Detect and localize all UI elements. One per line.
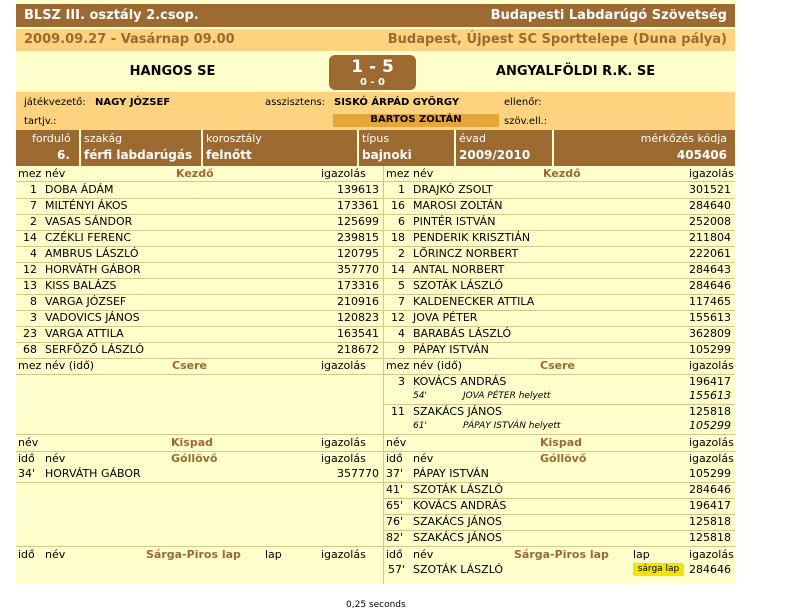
col-header-nev: név: [45, 452, 66, 465]
col-header-nev-ido: név (idő): [413, 359, 463, 372]
shirt-number: 2: [398, 247, 405, 260]
col-header-mez: mez: [18, 359, 42, 372]
col-header-igazolas: igazolás: [321, 167, 366, 180]
col-header-igazolas: igazolás: [689, 436, 734, 449]
scorer-name[interactable]: PÁPAY ISTVÁN: [413, 467, 489, 480]
license-number: 125818: [689, 515, 731, 528]
separator: [79, 130, 81, 166]
home-team-name[interactable]: HANGOS SE: [129, 64, 216, 79]
col-header-igazolas: igazolás: [321, 359, 366, 372]
col-header-nev: név: [386, 436, 407, 449]
shirt-number: 1: [30, 183, 37, 196]
license-number: 125699: [337, 215, 379, 228]
home-starting-title: Kezdő: [176, 167, 214, 180]
license-number: 196417: [689, 375, 731, 388]
scorer-name[interactable]: SZAKÁCS JÁNOS: [413, 515, 502, 528]
match-info-bar: [16, 130, 735, 166]
col-header-ido: idő: [18, 452, 35, 465]
season-value: 2009/2010: [459, 148, 531, 162]
shirt-number: 4: [398, 327, 405, 340]
player-name[interactable]: SZOTÁK LÁSZLÓ: [413, 563, 504, 576]
yellow-card-badge: sárga lap: [633, 563, 684, 576]
date-venue-bar: [16, 29, 735, 51]
col-header-igazolas: igazolás: [321, 452, 366, 465]
match-code-value: 405406: [676, 148, 727, 162]
license-number: 163541: [337, 327, 379, 340]
license-number: 357770: [337, 467, 379, 480]
col-header-lap: lap: [633, 548, 650, 561]
shirt-number: 12: [391, 311, 405, 324]
col-header-ido: idő: [18, 548, 35, 561]
center-divider: [383, 166, 384, 584]
match-datetime: 2009.09.27 - Vasárnap 09.00: [24, 32, 235, 47]
player-name[interactable]: HORVÁTH GÁBOR: [45, 263, 141, 276]
row-divider: [16, 482, 383, 483]
branch-label: szakág: [84, 132, 123, 145]
license-number: 125818: [689, 531, 731, 544]
player-name[interactable]: KALDENECKER ATTILA: [413, 295, 535, 308]
branch-value: férfi labdarúgás: [84, 148, 193, 162]
player-name[interactable]: DRAJKÓ ZSOLT: [413, 183, 493, 196]
type-label: típus: [362, 132, 390, 145]
goal-minute: 41': [386, 483, 404, 496]
season-label: évad: [459, 132, 487, 145]
shirt-number: 7: [398, 295, 405, 308]
player-name[interactable]: JOVA PÉTER: [413, 311, 478, 324]
license-number: 284646: [689, 483, 731, 496]
player-name[interactable]: VASAS SÁNDOR: [45, 215, 133, 228]
player-name[interactable]: VARGA ATTILA: [45, 327, 124, 340]
shirt-number: 3: [398, 375, 405, 388]
license-number: 120823: [337, 311, 379, 324]
shirt-number: 9: [398, 343, 405, 356]
league-title: BLSZ III. osztály 2.csop.: [24, 8, 199, 23]
assistant2-name: BARTOS ZOLTÁN: [333, 114, 499, 127]
sub-minute: 61': [413, 421, 427, 431]
shirt-number: 18: [391, 231, 405, 244]
replaced-license: 105299: [689, 419, 731, 432]
type-value: bajnoki: [362, 148, 412, 162]
player-name[interactable]: PÁPAY ISTVÁN: [413, 343, 489, 356]
col-header-nev: név: [413, 167, 434, 180]
away-subs-title: Csere: [540, 359, 575, 372]
col-header-nev: név: [45, 167, 66, 180]
license-number: 284646: [689, 279, 731, 292]
license-number: 218672: [337, 343, 379, 356]
col-header-mez: mez: [386, 359, 410, 372]
age-value: felnőtt: [206, 148, 252, 162]
license-number: 196417: [689, 499, 731, 512]
row-divider: [16, 374, 383, 375]
license-number: 139613: [337, 183, 379, 196]
shirt-number: 3: [30, 311, 37, 324]
col-header-nev: név: [413, 548, 434, 561]
shirt-number: 2: [30, 215, 37, 228]
license-number: 173361: [337, 199, 379, 212]
license-number: 284643: [689, 263, 731, 276]
age-label: korosztály: [206, 132, 262, 145]
scorer-name[interactable]: HORVÁTH GÁBOR: [45, 467, 141, 480]
col-header-nev: név: [45, 548, 66, 561]
license-number: 125818: [689, 405, 731, 418]
shirt-number: 12: [23, 263, 37, 276]
final-score: 1 - 5: [351, 57, 394, 77]
license-number: 362809: [689, 327, 731, 340]
header-bar: [16, 4, 735, 27]
license-number: 252008: [689, 215, 731, 228]
shirt-number: 14: [391, 263, 405, 276]
player-name[interactable]: CZÉKLI FERENC: [45, 231, 132, 244]
shirt-number: 6: [398, 215, 405, 228]
goal-minute: 34': [18, 467, 36, 480]
separator: [357, 130, 359, 166]
shirt-number: 7: [30, 199, 37, 212]
player-name[interactable]: AMBRUS LÁSZLÓ: [45, 247, 139, 260]
goal-minute: 37': [386, 467, 404, 480]
sub-minute: 54': [413, 391, 427, 401]
shirt-number: 68: [23, 343, 37, 356]
player-name[interactable]: VARGA JÓZSEF: [45, 295, 127, 308]
license-number: 210916: [337, 295, 379, 308]
round-label: forduló: [32, 132, 71, 145]
scorer-name[interactable]: KOVÁCS ANDRÁS: [413, 499, 507, 512]
license-number: 120795: [337, 247, 379, 260]
shirt-number: 11: [391, 405, 405, 418]
reserve-referee-label: tartjv.:: [24, 116, 57, 127]
license-number: 284640: [689, 199, 731, 212]
col-header-nev: név: [413, 452, 434, 465]
col-header-igazolas: igazolás: [321, 548, 366, 561]
player-name[interactable]: ANTAL NORBERT: [413, 263, 505, 276]
player-name[interactable]: MAROSI ZOLTÁN: [413, 199, 503, 212]
assistant1-name: SISKÓ ÁRPÁD GYÖRGY: [334, 97, 460, 108]
shirt-number: 23: [23, 327, 37, 340]
col-header-ido: idő: [386, 452, 403, 465]
license-number: 301521: [689, 183, 731, 196]
away-team-name[interactable]: ANGYALFÖLDI R.K. SE: [495, 64, 656, 79]
player-name[interactable]: KISS BALÁZS: [45, 279, 117, 292]
license-number: 211804: [689, 231, 731, 244]
license-number: 173316: [337, 279, 379, 292]
player-name[interactable]: DOBA ÁDÁM: [45, 183, 114, 196]
separator: [552, 130, 554, 166]
license-number: 284646: [689, 563, 731, 576]
shirt-number: 8: [30, 295, 37, 308]
away-bench-title: Kispad: [540, 436, 583, 449]
assoc-controller-label: szöv.ell.:: [504, 116, 548, 127]
scorer-name[interactable]: SZAKÁCS JÁNOS: [413, 531, 502, 544]
teams-row: [16, 55, 735, 91]
player-name[interactable]: PINTÉR ISTVÁN: [413, 215, 496, 228]
player-name[interactable]: VADOVICS JÁNOS: [45, 311, 140, 324]
col-header-igazolas: igazolás: [689, 548, 734, 561]
col-header-ido: idő: [386, 548, 403, 561]
col-header-igazolas: igazolás: [689, 452, 734, 465]
home-subs-title: Csere: [172, 359, 207, 372]
match-venue: Budapest, Újpest SC Sporttelepe (Duna pálya): [387, 32, 727, 47]
shirt-number: 13: [23, 279, 37, 292]
card-minute: 57': [388, 563, 406, 576]
referee-name: NAGY JÓZSEF: [95, 97, 171, 108]
replaced-player: JOVA PÉTER helyett: [463, 391, 551, 401]
license-number: 239815: [337, 231, 379, 244]
goal-minute: 65': [386, 499, 404, 512]
col-header-igazolas: igazolás: [689, 359, 734, 372]
shirt-number: 16: [391, 199, 405, 212]
shirt-number: 14: [23, 231, 37, 244]
goal-minute: 76': [386, 515, 404, 528]
col-header-igazolas: igazolás: [321, 436, 366, 449]
player-name[interactable]: KOVÁCS ANDRÁS: [413, 375, 507, 388]
home-cards-title: Sárga-Piros lap: [146, 548, 241, 561]
referee-label: játékvezető:: [24, 97, 86, 108]
away-scorers-title: Góllövő: [540, 452, 587, 465]
replaced-license: 155613: [689, 389, 731, 402]
license-number: 117465: [689, 295, 731, 308]
separator: [201, 130, 203, 166]
home-scorers-title: Góllövő: [171, 452, 218, 465]
player-name[interactable]: SERFŐZŐ LÁSZLÓ: [45, 343, 145, 356]
round-value: 6.: [57, 148, 70, 162]
player-name[interactable]: LŐRINCZ NORBERT: [413, 247, 519, 260]
match-report-sheet: [16, 0, 735, 584]
shirt-number: 5: [398, 279, 405, 292]
player-name[interactable]: SZAKÁCS JÁNOS: [413, 405, 502, 418]
player-name[interactable]: BARABÁS LÁSZLÓ: [413, 327, 512, 340]
col-header-nev-ido: név (idő): [45, 359, 95, 372]
home-bench-title: Kispad: [171, 436, 214, 449]
controller-label: ellenőr:: [504, 97, 542, 108]
shirt-number: 1: [398, 183, 405, 196]
separator: [454, 130, 456, 166]
away-starting-title: Kezdő: [543, 167, 581, 180]
player-name[interactable]: PENDERIK KRISZTIÁN: [413, 231, 531, 244]
license-number: 357770: [337, 263, 379, 276]
assistant-label: asszisztens:: [265, 97, 326, 108]
scorer-name[interactable]: SZOTÁK LÁSZLÓ: [413, 483, 504, 496]
license-number: 155613: [689, 311, 731, 324]
shirt-number: 4: [30, 247, 37, 260]
license-number: 105299: [689, 467, 731, 480]
player-name[interactable]: SZOTÁK LÁSZLÓ: [413, 279, 504, 292]
score-box: [329, 55, 416, 90]
col-header-mez: mez: [18, 167, 42, 180]
col-header-lap: lap: [265, 548, 282, 561]
license-number: 105299: [689, 343, 731, 356]
away-cards-title: Sárga-Piros lap: [514, 548, 609, 561]
goal-minute: 82': [386, 531, 404, 544]
col-header-mez: mez: [386, 167, 410, 180]
license-number: 222061: [689, 247, 731, 260]
player-name[interactable]: MILTÉNYI ÁKOS: [45, 199, 128, 212]
federation-title: Budapesti Labdarúgó Szövetség: [490, 8, 727, 23]
render-time: 0,25 seconds: [346, 600, 406, 610]
col-header-igazolas: igazolás: [689, 167, 734, 180]
col-header-nev: név: [18, 436, 39, 449]
halftime-score: 0 - 0: [359, 77, 386, 88]
match-code-label: mérkőzés kódja: [640, 132, 727, 145]
replaced-player: PÁPAY ISTVÁN helyett: [463, 421, 561, 431]
